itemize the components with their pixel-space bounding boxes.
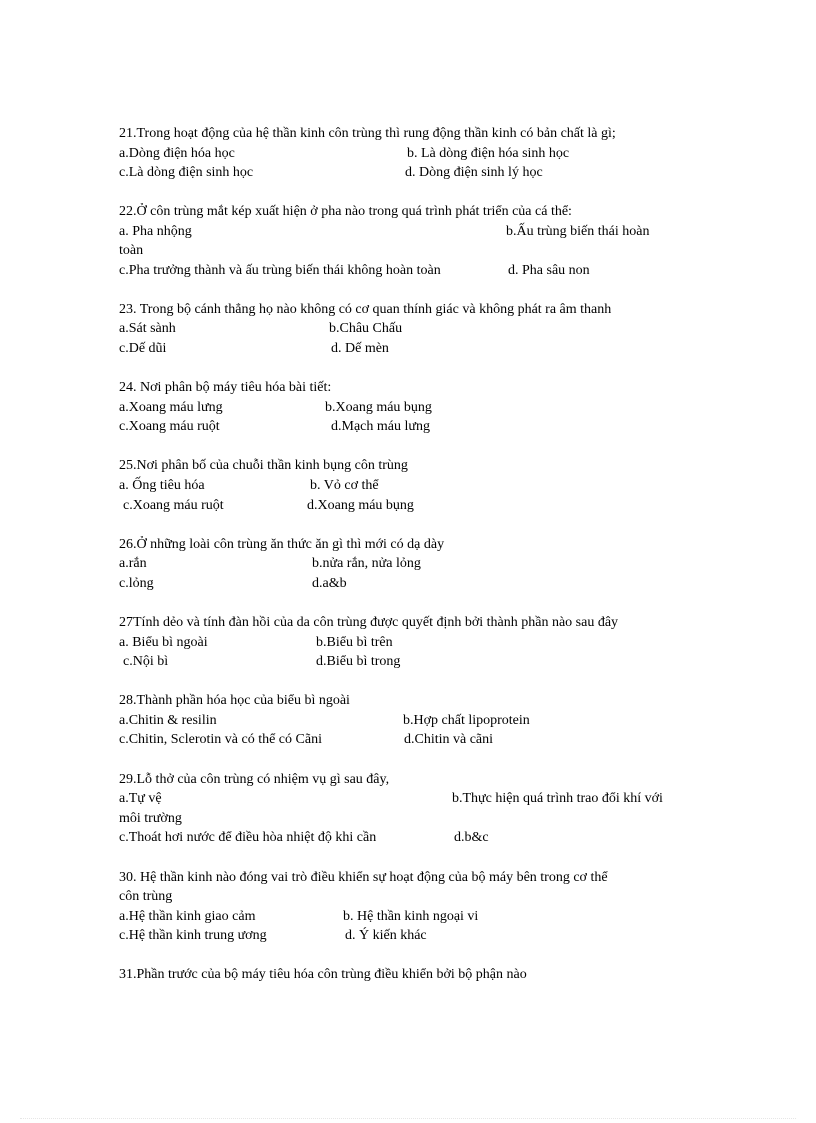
question-29-stem: 29.Lỗ thở của côn trùng có nhiệm vụ gì sau đây, (119, 772, 390, 787)
question-30-option-c: c.Hệ thần kinh trung ương (119, 928, 267, 943)
question-24-option-c: c.Xoang máu ruột (119, 419, 220, 434)
question-28-option-d: d.Chitin và cãni (404, 732, 494, 747)
question-24-stem: 24. Nơi phân bộ máy tiêu hóa bài tiết: (119, 380, 332, 395)
question-22-option-d: d. Pha sâu non (508, 263, 590, 278)
question-24-option-a: a.Xoang máu lưng (119, 400, 223, 415)
question-22-option-a: a. Pha nhộng (119, 224, 192, 239)
question-23-stem: 23. Trong bộ cánh thẳng họ nào không có cơ quan thính giác và không phát ra âm thanh (119, 302, 612, 317)
question-27-stem: 27Tính dẻo và tính đàn hồi của da côn trùng được quyết định bởi thành phần nào sau đây (119, 615, 619, 630)
question-21-option-a: a.Dòng điện hóa học (119, 146, 235, 161)
question-28-option-b: b.Hợp chất lipoprotein (403, 713, 530, 728)
question-23-option-a: a.Sát sành (119, 321, 176, 336)
question-25-option-d: d.Xoang máu bụng (307, 498, 414, 513)
question-23-option-d: d. Dế mèn (331, 341, 389, 356)
question-24-option-b: b.Xoang máu bụng (325, 400, 432, 415)
question-26-stem: 26.Ở những loài côn trùng ăn thức ăn gì thì mới có dạ dày (119, 537, 445, 552)
question-26-option-d: d.a&b (312, 576, 347, 591)
question-21-stem: 21.Trong hoạt động của hệ thần kinh côn trùng thì rung động thần kinh có bản chất là gì; (119, 126, 616, 141)
question-29-option-d: d.b&c (454, 830, 489, 845)
question-22-option-b: b.Ấu trùng biến thái hoàn (506, 224, 650, 239)
question-31-stem: 31.Phần trước của bộ máy tiêu hóa côn trùng điều khiển bởi bộ phận nào (119, 967, 527, 982)
question-21-option-c: c.Là dòng điện sinh học (119, 165, 254, 180)
question-21-option-b: b. Là dòng điện hóa sinh học (407, 146, 570, 161)
question-29-option-a: a.Tự vệ (119, 791, 162, 806)
question-23-option-c: c.Dế dũi (119, 341, 167, 356)
question-26-option-c: c.lỏng (119, 576, 154, 591)
question-25-option-a: a. Ống tiêu hóa (119, 478, 205, 493)
question-22-option-c: c.Pha trưởng thành và ấu trùng biến thái không hoàn toàn (119, 263, 441, 278)
question-30-option-d: d. Ý kiến khác (345, 928, 427, 943)
question-27-option-d: d.Biểu bì trong (316, 654, 401, 669)
question-22-option-b-continued: toàn (119, 243, 144, 258)
question-28-stem: 28.Thành phần hóa học của biểu bì ngoài (119, 693, 350, 708)
question-26-option-b: b.nửa rắn, nửa lỏng (312, 556, 421, 571)
question-27-option-a: a. Biểu bì ngoài (119, 635, 208, 650)
question-25-option-b: b. Vỏ cơ thể (310, 478, 379, 493)
question-29-option-b: b.Thực hiện quá trình trao đổi khí với (452, 791, 663, 806)
question-28-option-a: a.Chitin & resilin (119, 713, 217, 728)
question-30-stem: 30. Hệ thần kinh nào đóng vai trò điều khiển sự hoạt động của bộ máy bên trong cơ thể (119, 870, 608, 885)
question-26-option-a: a.rắn (119, 556, 147, 571)
question-28-option-c: c.Chitin, Sclerotin và có thể có Cãni (119, 732, 322, 747)
question-27-option-c: c.Nội bì (123, 654, 169, 669)
question-27-option-b: b.Biểu bì trên (316, 635, 393, 650)
question-30-option-b: b. Hệ thần kinh ngoại vi (343, 909, 479, 924)
question-29-option-b-continued: môi trường (119, 811, 182, 826)
question-25-stem: 25.Nơi phân bố của chuỗi thần kinh bụng côn trùng (119, 458, 408, 473)
page-bottom-border (20, 1118, 796, 1119)
question-21-option-d: d. Dòng điện sinh lý học (405, 165, 543, 180)
question-29-option-c: c.Thoát hơi nước để điều hòa nhiệt độ khi cần (119, 830, 377, 845)
question-22-stem: 22.Ở côn trùng mắt kép xuất hiện ở pha nào trong quá trình phát triển của cá thể: (119, 204, 572, 219)
question-30-stem-continued: côn trùng (119, 889, 173, 904)
question-23-option-b: b.Châu Chấu (329, 321, 403, 336)
question-24-option-d: d.Mạch máu lưng (331, 419, 430, 434)
question-25-option-c: c.Xoang máu ruột (123, 498, 224, 513)
question-30-option-a: a.Hệ thần kinh giao cảm (119, 909, 256, 924)
